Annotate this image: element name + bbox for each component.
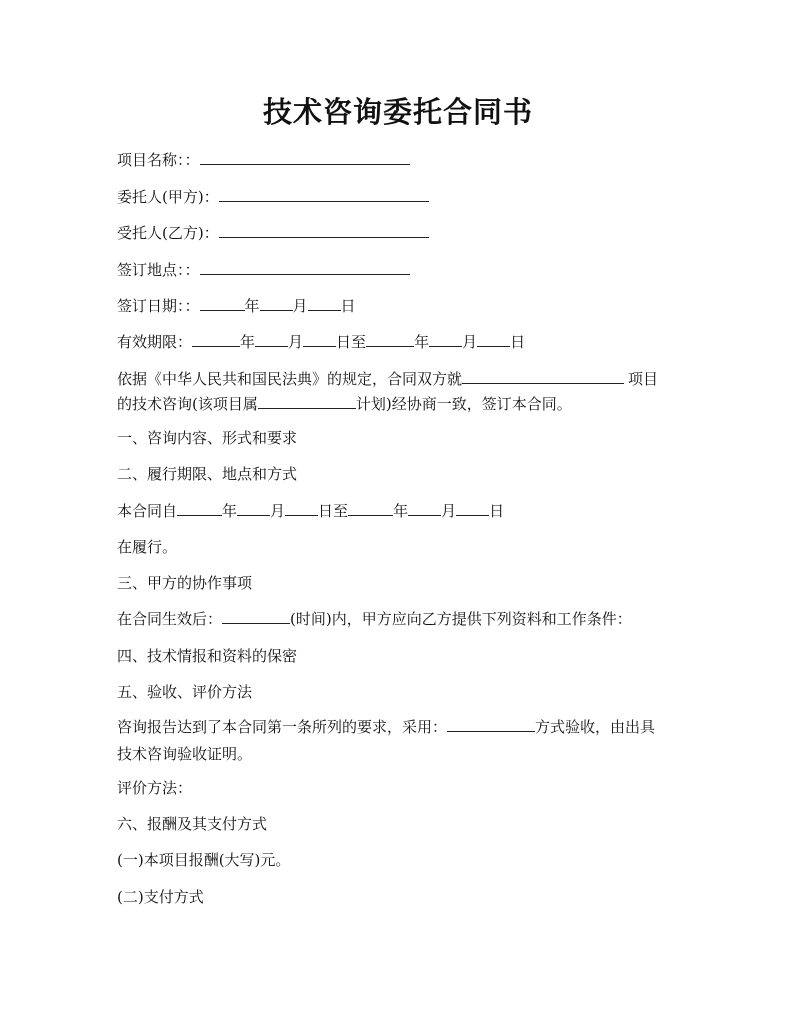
month-unit: 月 xyxy=(462,333,478,351)
term-start-year-blank[interactable] xyxy=(177,500,222,516)
month-unit: 月 xyxy=(292,297,308,315)
term-start-month-blank[interactable] xyxy=(237,500,270,516)
client-blank[interactable] xyxy=(219,186,429,202)
month-unit: 月 xyxy=(270,502,286,520)
payment-item-2: (二)支付方式 xyxy=(117,888,204,906)
year-unit: 年 xyxy=(240,333,256,351)
intro-text-2: 项目 xyxy=(628,370,659,388)
acceptance-row-1 xyxy=(117,715,677,739)
day-to-unit: 日至 xyxy=(318,502,349,520)
term-end-month-blank[interactable] xyxy=(408,500,441,516)
document-title: 技术咨询委托合同书 xyxy=(262,95,533,129)
term-suffix: 在履行。 xyxy=(117,538,178,556)
validity-start-year-blank[interactable] xyxy=(192,331,240,347)
validity-end-month-blank[interactable] xyxy=(429,331,462,347)
client-line xyxy=(117,186,677,208)
section-heading-4: 四、技术情报和资料的保密 xyxy=(117,647,298,665)
cooperation-time-blank[interactable] xyxy=(222,608,290,624)
validity-start-day-blank[interactable] xyxy=(303,331,336,347)
consultant-line xyxy=(117,222,677,244)
acceptance-paragraph xyxy=(117,715,677,766)
evaluation-label: 评价方法： xyxy=(117,779,193,797)
term-end-day-blank[interactable] xyxy=(456,500,489,516)
validity-line xyxy=(117,331,677,353)
day-to-unit: 日至 xyxy=(336,333,367,351)
section-heading-6: 六、报酬及其支付方式 xyxy=(117,815,268,833)
intro-text-1: 依据《中华人民共和国民法典》的规定，合同双方就 xyxy=(117,370,463,388)
consultant-blank[interactable] xyxy=(219,222,429,238)
cooperation-line xyxy=(117,608,677,630)
intro-text-3: 的技术咨询(该项目属 xyxy=(117,395,258,413)
validity-label: 有效期限： xyxy=(117,333,193,351)
acceptance-row-2: 技术咨询验收证明。 xyxy=(117,745,253,763)
sign-place-blank[interactable] xyxy=(200,259,410,275)
term-end-year-blank[interactable] xyxy=(348,500,393,516)
section-heading-3: 三、甲方的协作事项 xyxy=(117,574,253,592)
sign-date-line xyxy=(117,295,677,317)
month-unit: 月 xyxy=(441,502,457,520)
intro-paragraph xyxy=(117,367,677,416)
section-heading-2: 二、履行期限、地点和方式 xyxy=(117,465,298,483)
sign-place-line xyxy=(117,259,677,281)
payment-item-1: (一)本项目报酬(大写)元。 xyxy=(117,851,291,869)
acceptance-method-blank[interactable] xyxy=(447,716,535,732)
acceptance-text-2: 方式验收，由出具 xyxy=(535,718,656,736)
sign-date-month-blank[interactable] xyxy=(260,295,293,311)
sign-date-day-blank[interactable] xyxy=(308,295,341,311)
section-heading-1: 一、咨询内容、形式和要求 xyxy=(117,429,298,447)
sign-date-label: 签订日期：： xyxy=(117,297,200,315)
year-unit: 年 xyxy=(244,297,260,315)
term-line xyxy=(117,500,677,522)
plan-blank[interactable] xyxy=(258,393,356,409)
month-unit: 月 xyxy=(288,333,304,351)
consultant-label: 受托人(乙方)： xyxy=(117,224,219,242)
year-unit: 年 xyxy=(222,502,238,520)
intro-row-2 xyxy=(117,392,677,416)
term-prefix: 本合同自 xyxy=(117,502,178,520)
sign-place-label: 签订地点：： xyxy=(117,261,200,279)
intro-text-4: 计划)经协商一致，签订本合同。 xyxy=(355,395,572,413)
acceptance-text-1: 咨询报告达到了本合同第一条所列的要求，采用： xyxy=(117,718,448,736)
intro-row-1 xyxy=(117,367,677,391)
project-name-line xyxy=(117,149,677,171)
project-name-blank[interactable] xyxy=(200,149,410,165)
year-unit: 年 xyxy=(414,333,430,351)
cooperation-text-2: (时间)内，甲方应向乙方提供下列资料和工作条件： xyxy=(290,610,632,628)
client-label: 委托人(甲方)： xyxy=(117,188,219,206)
validity-end-year-blank[interactable] xyxy=(366,331,414,347)
day-unit: 日 xyxy=(489,502,505,520)
project-name-label: 项目名称：： xyxy=(117,151,200,169)
validity-end-day-blank[interactable] xyxy=(477,331,510,347)
sign-date-year-blank[interactable] xyxy=(200,295,245,311)
section-heading-5: 五、验收、评价方法 xyxy=(117,683,253,701)
year-unit: 年 xyxy=(393,502,409,520)
term-start-day-blank[interactable] xyxy=(285,500,318,516)
validity-start-month-blank[interactable] xyxy=(255,331,288,347)
day-unit: 日 xyxy=(510,333,526,351)
cooperation-text-1: 在合同生效后： xyxy=(117,610,223,628)
day-unit: 日 xyxy=(340,297,356,315)
project-blank[interactable] xyxy=(462,368,624,384)
